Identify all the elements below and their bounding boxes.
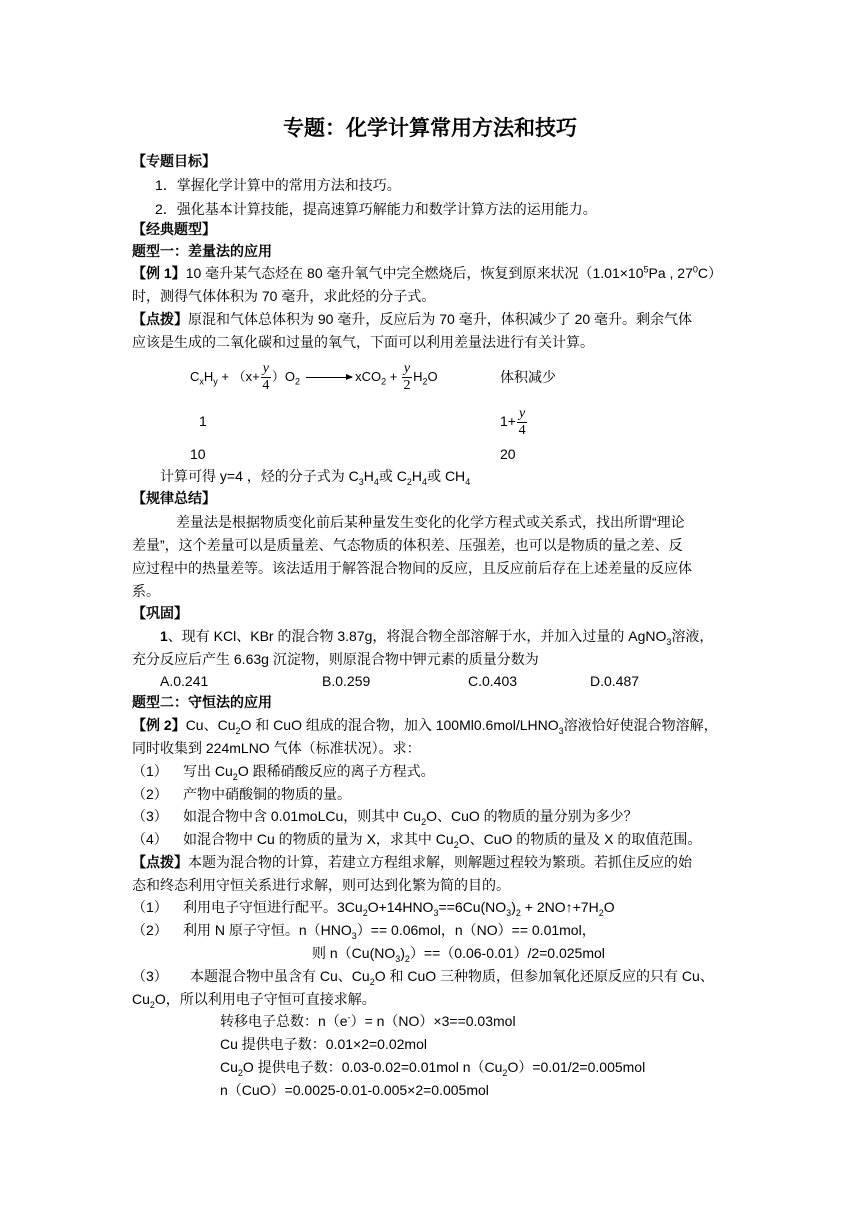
subscript: 2: [295, 376, 301, 387]
ratio-row-right-1: [500, 403, 528, 439]
hint2-label: 【点拨】: [132, 854, 188, 870]
example1-line2: 时，测得气体体积为 70 毫升，求此烃的分子式。: [132, 288, 436, 304]
question-3: [183, 806, 638, 826]
subscript: 2: [235, 725, 241, 736]
subscript: 3: [395, 953, 401, 964]
eq-text: xCO: [355, 369, 382, 384]
option-d: D.0.487: [590, 673, 640, 689]
answer-2-num: （2）: [132, 922, 168, 938]
answer-text: ）==（0.06-0.01）/2=0.025mol: [409, 945, 605, 961]
subscript: 3: [433, 907, 439, 918]
subscript: 2: [502, 1067, 508, 1078]
result-text: H: [411, 468, 423, 484]
answer-1: [183, 897, 615, 917]
answer-2: [183, 920, 596, 940]
eq-text: + （x+: [217, 369, 260, 384]
answer-text: ): [400, 945, 405, 961]
example1-text: C）: [697, 265, 723, 281]
subscript: 2: [232, 771, 238, 782]
option-a: A.0.241: [160, 673, 209, 689]
subscript: 2: [369, 976, 375, 987]
ratio-row-left-1: 1: [199, 413, 207, 429]
page-title: 专题：化学计算常用方法和技巧: [283, 117, 577, 140]
consolidate-q-line1: [160, 626, 713, 646]
question-2: 产物中硝酸铜的物质的量。: [183, 786, 351, 802]
answer-text: 本题混合物中虽含有 Cu、Cu: [190, 968, 370, 984]
subscript: 2: [421, 816, 427, 827]
example2-line1: [132, 715, 718, 735]
question-text: O、CuO 的物质的量及 X 的取值范围。: [458, 831, 702, 847]
superscript: 5: [643, 264, 649, 275]
calc-cu2o-electrons: [220, 1057, 645, 1077]
example1-label: 【例 1】: [132, 265, 186, 281]
question-text: O 跟稀硝酸反应的离子方程式。: [237, 763, 435, 779]
example1-text: 10 毫升某气态烃在 80 毫升氧气中完全燃烧后，恢复到原来状况（1.01×10: [185, 265, 644, 281]
subscript: y: [213, 376, 218, 387]
subscript: 4: [422, 476, 428, 487]
answer-text: O+14HNO: [367, 899, 434, 915]
ratio-prefix: 1+: [500, 413, 516, 429]
question-number: 1: [160, 628, 168, 644]
calc-cu-electrons: Cu 提供电子数：0.01×2=0.02mol: [220, 1036, 427, 1052]
subscript: 3: [358, 476, 364, 487]
question-text: 溶液，: [671, 628, 714, 644]
calc-transfer-electrons: [220, 1011, 516, 1031]
subscript: 4: [465, 476, 471, 487]
hint1-text: 原混和气体总体积为 90 毫升，反应后为 70 毫升，体积减少了 20 毫升。剩余气体: [188, 311, 693, 327]
eq-text: C: [190, 369, 200, 384]
answer-1-num: （1）: [132, 899, 168, 915]
reaction-arrow-icon: [306, 377, 352, 378]
fraction-y-over-4: [261, 361, 271, 394]
ratio-row-right-2: 20: [500, 446, 516, 462]
question-4-num: （4）: [132, 831, 168, 847]
rule-line-1: 差量法是根据物质变化前后某种量发生变化的化学方程式或关系式，找出所谓“理论: [176, 514, 685, 530]
answer-text: O 和 CuO 三种物质，但参加氧化还原反应的只有 Cu、: [374, 968, 714, 984]
question-text: 、现有 KCl、KBr 的混合物 3.87g，将混合物全部溶解于水，并加入过量的 AgNO: [167, 628, 667, 644]
subscript: 3: [558, 725, 564, 736]
subscript: x: [199, 376, 204, 387]
answer-3-num: （3）: [132, 968, 168, 984]
subscript: 3: [666, 636, 672, 647]
answer-text: Cu: [132, 991, 150, 1007]
superscript: 0: [692, 264, 698, 275]
question-1: [183, 761, 435, 781]
fraction-y-over-4: [517, 406, 527, 439]
subscript: 2: [515, 907, 521, 918]
answer-text: 利用 N 原子守恒。n（HNO: [183, 922, 352, 938]
calc-text: 转移电子总数：n（e: [220, 1013, 348, 1029]
example1-line1: [132, 263, 722, 283]
eq-text: O: [427, 369, 438, 384]
consolidate-heading: 【巩固】: [132, 605, 188, 621]
result-text: H: [363, 468, 374, 484]
goals-heading: 【专题目标】: [132, 153, 216, 169]
option-b: B.0.259: [322, 673, 371, 689]
rule-line-2: 差量”，这个差量可以是质量差、气态物质的体积差、压强差，也可以是物质的量之差、反: [132, 537, 683, 553]
example2-line2: 同时收集到 224mLNO 气体（标准状况）。求：: [132, 740, 421, 756]
reaction-equation: [190, 359, 438, 395]
hint2-line2: 态和终态利用守恒关系进行求解，则可达到化繁为简的目的。: [132, 877, 510, 893]
calc-text: O）=0.01/2=0.005mol: [507, 1059, 646, 1075]
answer-text: ）== 0.06mol，n（NO）== 0.01mol，: [356, 922, 596, 938]
answer-text: ==6Cu(NO: [438, 899, 507, 915]
answer-text: O: [603, 899, 615, 915]
example2-text: O 和 CuO 组成的混合物，加入 100Ml0.6mol/LHNO: [240, 717, 559, 733]
subscript: 3: [351, 930, 357, 941]
eq-text: ）O: [271, 369, 296, 384]
answer-text: O，所以利用电子守恒可直接求解。: [154, 991, 376, 1007]
example2-text: 溶液恰好使混合物溶解，: [563, 717, 718, 733]
eq-text: H: [203, 369, 214, 384]
question-2-num: （2）: [132, 786, 168, 802]
question-text: O、CuO 的物质的量分别为多少？: [426, 808, 638, 824]
hint2-text: 本题为混合物的计算，若建立方程组求解，则解题过程较为繁琐。若抓住反应的始: [188, 854, 692, 870]
subscript: 2: [149, 999, 155, 1010]
result-text: 计算可得 y=4 ，烃的分子式为 C: [160, 468, 359, 484]
subscript: 2: [362, 907, 368, 918]
calc-cuo: n（CuO）=0.0025-0.01-0.005×2=0.005mol: [220, 1082, 489, 1098]
hint1-line1: [132, 309, 692, 329]
classic-heading: 【经典题型】: [132, 221, 216, 237]
type2-heading: 题型二：守恒法的应用: [132, 694, 272, 710]
volume-decrease-label: 体积减少: [500, 369, 556, 385]
goal-item-1: 1．掌握化学计算中的常用方法和技巧。: [155, 177, 401, 193]
rule-line-4: 系。: [132, 583, 160, 599]
question-1-num: （1）: [132, 763, 168, 779]
subscript: 2: [598, 907, 604, 918]
consolidate-q-line2: 充分反应后产生 6.63g 沉淀物，则原混合物中钾元素的质量分数为: [132, 651, 539, 667]
calc-text: ）= n（NO）×3==0.03mol: [350, 1013, 516, 1029]
numerator: y: [262, 361, 269, 377]
question-4: [183, 829, 701, 849]
eq-text: H: [413, 369, 423, 384]
numerator: y: [518, 405, 526, 421]
subscript: 2: [422, 376, 428, 387]
subscript: 2: [404, 953, 410, 964]
denominator: 4: [262, 378, 270, 394]
subscript: 2: [406, 476, 412, 487]
rule-heading: 【规律总结】: [132, 490, 216, 506]
answer-text: 利用电子守恒进行配平。3Cu: [183, 899, 363, 915]
subscript: 2: [453, 839, 459, 850]
denominator: 2: [403, 378, 411, 394]
question-text: 如混合物中 Cu 的物质的量为 X，求其中 Cu: [183, 831, 454, 847]
fraction-y-over-2: [402, 361, 412, 394]
goal-item-2: 2．强化基本计算技能，提高速算巧解能力和数学计算方法的运用能力。: [155, 201, 597, 217]
example1-text: Pa , 27: [648, 265, 693, 281]
hint1-line2: 应该是生成的二氧化碳和过量的氧气，下面可以利用差量法进行有关计算。: [132, 334, 594, 350]
answer-text: + 2NO↑+7H: [520, 899, 599, 915]
answer-3-line2: [132, 989, 376, 1009]
subscript: 3: [506, 907, 512, 918]
type1-heading: 题型一：差量法的应用: [132, 243, 272, 259]
option-c: C.0.403: [468, 673, 518, 689]
calc-text: O 提供电子数：0.03-0.02=0.01mol n（Cu: [242, 1059, 503, 1075]
answer-2-calc: [312, 943, 605, 963]
answer-text: ): [511, 899, 516, 915]
question-3-num: （3）: [132, 808, 168, 824]
subscript: 2: [237, 1067, 243, 1078]
answer-3-line1: [190, 966, 714, 986]
hint1-label: 【点拨】: [132, 311, 188, 327]
example2-label: 【例 2】: [132, 717, 186, 733]
question-text: 如混合物中含 0.01moLCu，则其中 Cu: [183, 808, 422, 824]
result-text: 或 CH: [427, 468, 466, 484]
example2-text: Cu、Cu: [185, 717, 236, 733]
subscript: 4: [373, 476, 379, 487]
eq-text: +: [386, 369, 401, 384]
question-text: 写出 Cu: [183, 763, 233, 779]
calc-text: Cu: [220, 1059, 238, 1075]
hint2-line1: [132, 852, 692, 872]
rule-line-3: 应过程中的热量差等。该法适用于解答混合物间的反应，且反应前后存在上述差量的反应体: [132, 560, 692, 576]
subscript: 2: [381, 376, 387, 387]
numerator: y: [403, 361, 411, 377]
superscript: -: [347, 1012, 351, 1023]
result-line: [160, 466, 470, 486]
ratio-row-left-2: 10: [190, 446, 206, 462]
result-text: 或 C: [378, 468, 407, 484]
answer-text: 则 n（Cu(NO: [312, 945, 396, 961]
denominator: 4: [518, 422, 526, 438]
